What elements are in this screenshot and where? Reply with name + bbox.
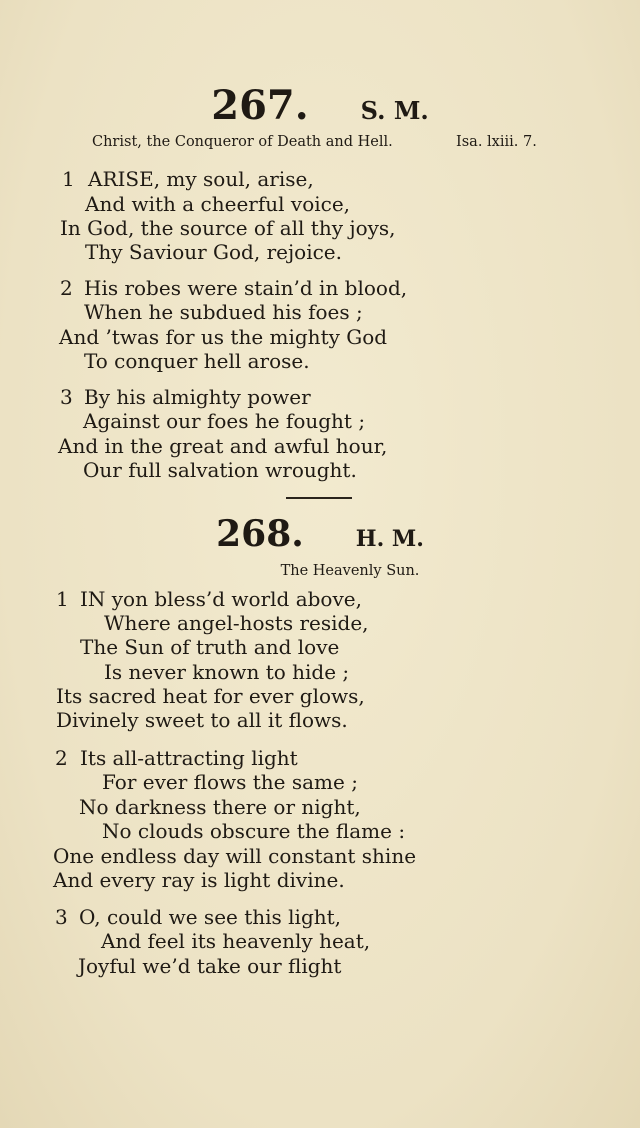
verse-number: 3 — [60, 385, 73, 409]
verse-line: And in the great and awful hour, — [58, 434, 388, 458]
verse-line: Our full salvation wrought. — [83, 458, 357, 482]
verse-number: 2 — [60, 276, 73, 300]
section-divider — [286, 497, 352, 499]
verse-line: The Sun of truth and love — [80, 635, 340, 659]
verse-line: ARISE, my soul, arise, — [88, 167, 314, 191]
verse-line: For ever flows the same ; — [102, 770, 358, 794]
verse-line: One endless day will constant shine — [53, 844, 417, 868]
verse-line: And every ray is light divine. — [53, 868, 345, 892]
verse-line: And feel its heavenly heat, — [101, 929, 371, 953]
verse-line: IN yon bless’d world above, — [80, 587, 362, 611]
verse-number: 1 — [56, 587, 69, 611]
verse-line: O, could we see this light, — [79, 905, 342, 929]
verse-line: Joyful we’d take our flight — [78, 954, 342, 978]
hymn-number: 267. — [211, 82, 309, 129]
verse-line: In God, the source of all thy joys, — [60, 216, 396, 240]
verse-line: No clouds obscure the flame : — [102, 819, 406, 843]
verse-line: Where angel-hosts reside, — [104, 611, 369, 635]
hymn-title: Christ, the Conqueror of Death and Hell. — [92, 134, 393, 150]
verse-line: No darkness there or night, — [79, 795, 361, 819]
verse-line: To conquer hell arose. — [84, 349, 310, 373]
hymn-meter: S. M. — [360, 96, 429, 125]
verse-line: Divinely sweet to all it flows. — [56, 708, 348, 732]
verse-line: His robes were stain’d in blood, — [84, 276, 408, 300]
scripture-reference: Isa. lxiii. 7. — [456, 134, 537, 150]
hymn-268-heading — [0, 513, 640, 555]
verse-line: And ’twas for us the mighty God — [59, 325, 388, 349]
hymn-number: 268. — [216, 513, 304, 555]
verse-line: Is never known to hide ; — [104, 660, 350, 684]
hymn-title: The Heavenly Sun. — [280, 563, 420, 579]
hymn-267-heading — [0, 82, 640, 129]
hymn-268-subtitle — [0, 563, 640, 579]
verse-line: And with a cheerful voice, — [85, 192, 351, 216]
verse-line: Its sacred heat for ever glows, — [56, 684, 365, 708]
verse-line: Thy Saviour God, rejoice. — [85, 240, 343, 264]
verse-line: By his almighty power — [84, 385, 311, 409]
verse-number: 3 — [55, 905, 68, 929]
verse-line: Its all-attracting light — [80, 746, 298, 770]
verse-number: 1 — [62, 167, 75, 191]
verse-number: 2 — [55, 746, 68, 770]
verse-line: When he subdued his foes ; — [84, 300, 363, 324]
hymn-meter: H. M. — [355, 526, 424, 552]
verse-line: Against our foes he fought ; — [83, 409, 366, 433]
